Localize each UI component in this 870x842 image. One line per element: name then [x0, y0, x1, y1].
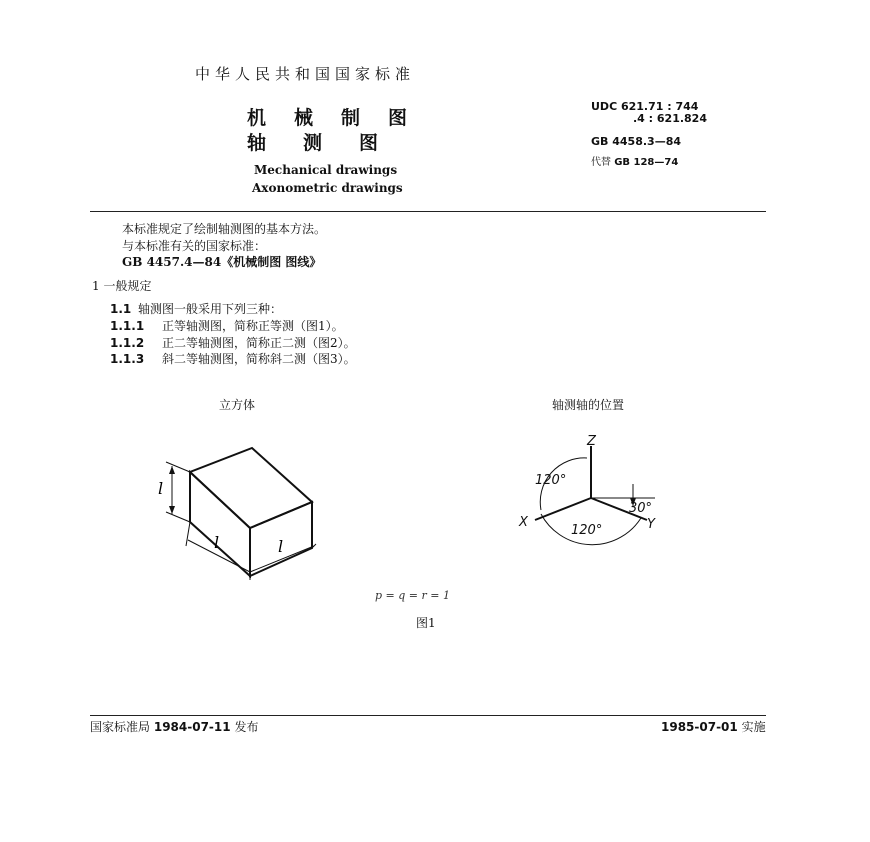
dimension-extension-line — [186, 522, 190, 546]
udc-code-line1: UDC 621.71 : 744 — [591, 100, 699, 113]
item-text: 轴测图一般采用下列三种： — [138, 302, 283, 316]
english-title-line1: Mechanical drawings — [254, 163, 398, 177]
bottom-angle-label: 120° — [571, 523, 603, 538]
cube-figure-label: 立方体 — [219, 398, 256, 412]
english-title-line2: Axonometric drawings — [252, 181, 403, 195]
intro-paragraph-2: 与本标准有关的国家标准： — [122, 239, 267, 253]
implementation-date: 1985-07-01 — [661, 720, 738, 734]
list-item — [110, 317, 344, 334]
implementation-suffix: 实施 — [741, 720, 766, 734]
issue-date: 1984-07-11 — [153, 720, 231, 734]
issuer: 国家标准局 — [90, 720, 151, 734]
replaces-code: GB 128—74 — [614, 157, 679, 168]
item-number: 1.1.2 — [110, 336, 145, 350]
gb-number: GB 4458.3—84 — [591, 135, 681, 148]
item-number: 1.1 — [110, 302, 132, 316]
item-text: 正等轴测图，简称正等测（图1）。 — [162, 319, 344, 333]
y-axis-label: Y — [647, 517, 655, 532]
arrow-icon — [169, 506, 175, 514]
document-title-line2: 轴测图 — [247, 132, 416, 154]
issue-suffix: 发布 — [234, 720, 259, 734]
x-axis — [535, 498, 591, 520]
referenced-standard: GB 4457.4—84《机械制图 图线》 — [122, 255, 322, 269]
list-item — [110, 350, 356, 367]
list-item — [110, 300, 282, 317]
udc-code-line2: .4 : 621.824 — [633, 112, 707, 125]
dimension-extension-line — [166, 512, 190, 522]
axonometric-axes-diagram — [505, 428, 685, 548]
item-number: 1.1.3 — [110, 352, 145, 366]
right-angle-label: 30° — [629, 501, 653, 516]
dimension-extension-line — [166, 462, 190, 472]
scale-formula: p = q = r = 1 — [375, 589, 450, 602]
top-angle-label: 120° — [535, 473, 567, 488]
document-title-line1: 机械制图 — [247, 107, 436, 129]
height-dimension-label: l — [158, 479, 164, 498]
section-heading: 1 一般规定 — [92, 279, 152, 293]
implementation-info — [661, 718, 766, 735]
isometric-cube-diagram — [150, 440, 330, 580]
axes-figure-label: 轴测轴的位置 — [552, 398, 625, 412]
cube-left-face — [190, 472, 250, 576]
left-dimension-label: l — [214, 533, 220, 552]
item-text: 斜二等轴测图，简称斜二测（图3）。 — [162, 352, 356, 366]
figure-caption: 图1 — [416, 616, 436, 630]
item-number: 1.1.1 — [110, 319, 145, 333]
intro-paragraph-1: 本标准规定了绘制轴测图的基本方法。 — [122, 222, 327, 236]
x-axis-label: X — [519, 515, 528, 530]
national-standard-heading: 中华人民共和国国家标准 — [195, 65, 416, 83]
list-item — [110, 334, 356, 351]
right-dimension-label: l — [278, 537, 284, 556]
arrow-icon — [169, 466, 175, 474]
header-divider — [90, 211, 766, 212]
replaces-prefix: 代替 — [591, 157, 611, 168]
footer-divider — [90, 715, 766, 716]
replaces-note — [591, 153, 678, 168]
issue-info — [90, 718, 258, 735]
z-axis-label: Z — [587, 434, 596, 449]
item-text: 正二等轴测图，简称正二测（图2）。 — [162, 336, 356, 350]
